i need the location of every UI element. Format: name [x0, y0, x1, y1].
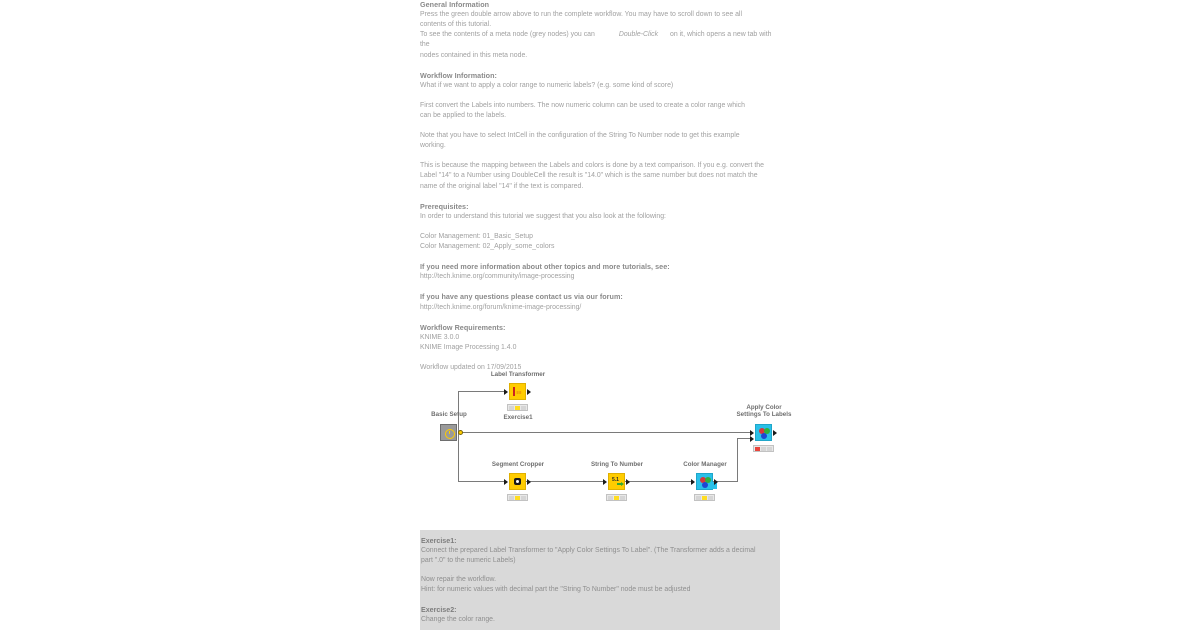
requirement-item: KNIME Image Processing 1.4.0 [420, 344, 517, 351]
status-light-idle [608, 496, 613, 500]
node-output-port[interactable] [527, 479, 531, 485]
section-line: nodes contained in this meta node. [420, 51, 528, 59]
double-click-emphasis: Double-Click [618, 31, 659, 39]
section-heading: Workflow Information: [420, 70, 497, 80]
spacer [420, 353, 780, 363]
status-light-configured [761, 447, 766, 451]
section-line: contents of this tutorial. [420, 21, 492, 29]
section-line: Label "14" to a Number using DoubleCell the result is "14.0" which is the same number but does not match the [420, 172, 758, 180]
spacer [420, 151, 780, 161]
section-convert-labels [420, 101, 780, 121]
status-light-configured [702, 496, 707, 500]
node-input-port[interactable] [603, 479, 607, 485]
node-label: Label Transformer [490, 371, 546, 378]
spacer [421, 566, 776, 575]
spacer [420, 91, 780, 101]
red-bar-icon [513, 387, 515, 396]
node-output-port[interactable] [458, 430, 463, 435]
section-heading: If you need more information about other topics and more tutorials, see: [420, 262, 670, 272]
connection-line [458, 432, 459, 481]
section-line: Press the green double arrow above to run the complete workflow. You may have to scroll down to see all [420, 11, 743, 19]
section-line: Note that you have to select IntCell in the configuration of the String To Number node to get this example [420, 132, 740, 140]
exercise-line: Change the color range. [421, 615, 495, 623]
status-light-executed [708, 496, 713, 500]
node-body[interactable] [509, 473, 526, 490]
status-light-idle [509, 496, 514, 500]
node-status-bar [753, 445, 774, 452]
section-heading: General Information [420, 0, 490, 9]
section-related-workflows [420, 232, 780, 252]
status-light-error [755, 447, 760, 451]
node-label-line1: Apply Color [746, 404, 782, 411]
number-glyph: 5.1 [612, 476, 619, 483]
exercise-heading: Exercise1: [421, 537, 457, 545]
connection-line [523, 481, 603, 482]
meta-node-post-text: on it, which opens a new tab with the [420, 31, 772, 49]
node-label-line2: Settings To Labels [736, 411, 792, 418]
exercise-2 [421, 605, 776, 625]
node-body[interactable] [440, 424, 457, 441]
spacer [420, 61, 780, 71]
status-light-configured [515, 406, 520, 410]
requirement-item: KNIME 3.0.0 [420, 333, 460, 341]
clock-icon [445, 429, 455, 439]
node-label: String To Number [590, 461, 644, 468]
status-light-executed [521, 496, 526, 500]
rgb-color-icon [700, 477, 711, 488]
status-light-executed [620, 496, 625, 500]
node-output-port[interactable] [714, 479, 718, 485]
annotation-document [420, 0, 780, 373]
node-status-bar [694, 494, 715, 501]
status-light-configured [614, 496, 619, 500]
workflow-updated-date: Workflow updated on 17/09/2015 [420, 364, 522, 372]
status-light-executed [521, 406, 526, 410]
node-status-bar [606, 494, 627, 501]
section-workflow-information [420, 71, 780, 91]
spacer [420, 121, 780, 131]
section-line: can be applied to the labels. [420, 112, 507, 120]
connection-line [458, 432, 750, 433]
spacer [420, 313, 780, 323]
node-status-bar [507, 404, 528, 411]
segment-cropper-icon [510, 474, 525, 489]
section-text-comparison-note [420, 161, 780, 191]
workflow-canvas[interactable] [420, 371, 792, 507]
section-general-information [420, 0, 780, 61]
spacer [420, 192, 780, 202]
section-line: This is because the mapping between the Labels and colors is done by a text comparison. If you e.g. convert the [420, 162, 764, 170]
node-sublabel: Exercise1 [503, 414, 533, 421]
section-line: name of the original label "14" if the text is compared. [420, 182, 584, 190]
gear-icon [514, 478, 521, 485]
section-heading: Workflow Requirements: [420, 322, 506, 332]
related-workflow-item: Color Management: 02_Apply_some_colors [420, 243, 555, 251]
label-transformer-icon [510, 384, 525, 399]
status-light-idle [696, 496, 701, 500]
section-line-with-emphasis [420, 30, 780, 50]
exercise-1 [421, 536, 776, 566]
node-output-port[interactable] [773, 430, 777, 436]
section-heading: If you have any questions please contact us via our forum: [420, 292, 623, 302]
exercise-line: part ".0" to the numeric Labels) [421, 557, 516, 565]
node-label: Basic Setup [431, 411, 467, 418]
section-workflow-requirements [420, 323, 780, 353]
node-input-port[interactable] [691, 479, 695, 485]
node-label: Segment Cropper [491, 461, 545, 468]
node-body[interactable] [608, 473, 625, 490]
exercise-line: Hint: for numeric values with decimal part the "String To Number" node must be adjusted [421, 586, 691, 594]
string-to-number-icon [609, 474, 624, 489]
connection-line [737, 438, 750, 439]
section-more-information [420, 262, 780, 282]
forum-link[interactable]: http://tech.knime.org/forum/knime-image-processing/ [420, 303, 582, 311]
node-status-bar [507, 494, 528, 501]
spacer [421, 596, 776, 605]
community-link[interactable]: http://tech.knime.org/community/image-processing [420, 273, 575, 281]
section-line: In order to understand this tutorial we suggest that you also look at the following: [420, 212, 666, 220]
node-label: Color Manager [683, 461, 727, 468]
node-body[interactable] [509, 383, 526, 400]
node-input-port[interactable] [504, 389, 508, 395]
blue-circle-icon [761, 433, 767, 439]
meta-node-pre-text: To see the contents of a meta node (grey nodes) you can [420, 31, 595, 39]
connection-line [737, 438, 738, 482]
node-body[interactable] [755, 424, 772, 441]
section-intcell-note [420, 131, 780, 151]
arrow-icon [617, 483, 622, 485]
exercise-heading: Exercise2: [421, 605, 457, 614]
connection-line [458, 391, 505, 392]
section-line: First convert the Labels into numbers. The now numeric column can be used to create a color range which [420, 101, 745, 109]
exercise-repair-hint [421, 575, 776, 595]
node-input-port-bottom[interactable] [750, 436, 754, 442]
exercise-annotation-box [420, 530, 780, 630]
section-line: What if we want to apply a color range to numeric labels? (e.g. some kind of score) [420, 81, 674, 89]
node-output-port[interactable] [626, 479, 630, 485]
node-output-port[interactable] [527, 389, 531, 395]
rgb-color-icon [759, 428, 770, 439]
related-workflow-item: Color Management: 01_Basic_Setup [420, 232, 533, 240]
section-forum-contact [420, 292, 780, 312]
section-prerequisites [420, 202, 780, 222]
status-light-executed [767, 447, 772, 451]
section-heading: Prerequisites: [420, 201, 469, 211]
exercise-line: Connect the prepared Label Transformer to "Apply Color Settings To Label". (The Transformer adds a decimal [421, 547, 756, 555]
connection-line [458, 481, 505, 482]
connection-line [622, 481, 691, 482]
dashes-icon: ≡≡ [516, 390, 522, 395]
node-input-port[interactable] [504, 479, 508, 485]
spacer [420, 222, 780, 232]
spacer [420, 282, 780, 292]
exercise-line: Now repair the workflow. [421, 576, 497, 584]
node-body[interactable] [696, 473, 713, 490]
section-line: working. [420, 142, 446, 150]
status-light-idle [509, 406, 514, 410]
spacer [420, 252, 780, 262]
status-light-configured [515, 496, 520, 500]
blue-circle-icon [702, 482, 708, 488]
